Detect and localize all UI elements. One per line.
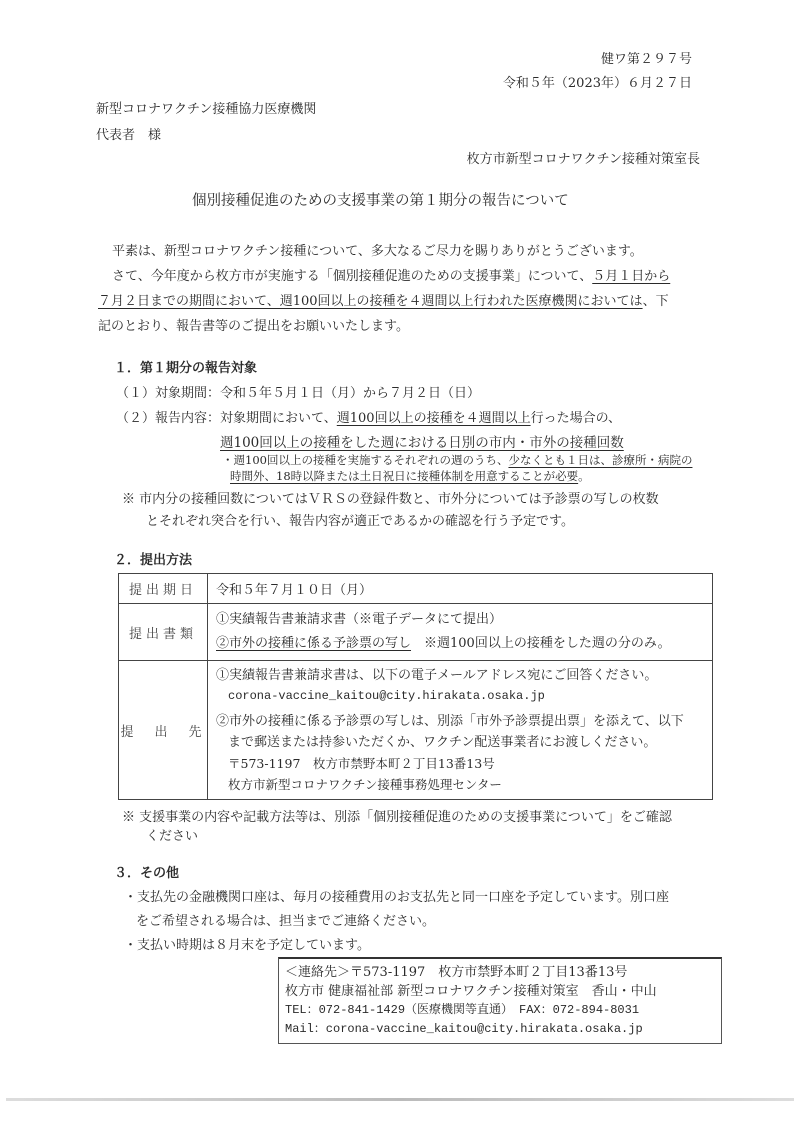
section-2-heading: ２．提出方法 — [114, 553, 193, 568]
destination-1: ①実績報告書兼請求書は、以下の電子メールアドレス宛にご回答ください。 — [216, 668, 658, 683]
report-content — [116, 407, 621, 426]
section-1-heading: １．第１期分の報告対象 — [114, 361, 258, 376]
contact-department: 枚方市 健康福祉部 新型コロナワクチン接種対策室 香山・中山 — [285, 984, 657, 999]
intro-line-3-tail: 、下 — [642, 294, 669, 309]
payment-timing: ・支払い時期は８月末を予定しています。 — [124, 938, 370, 953]
destination-label: 提 出 先 — [119, 661, 208, 800]
submission-table — [118, 573, 713, 800]
requirement-underlined-1: 少なくとも１日は、診療所・病院の — [508, 453, 693, 467]
requirement-bullet — [222, 452, 692, 484]
destination-address: 〒573-1197 枚方市禁野本町２丁目13番13号 — [228, 756, 495, 771]
table-row-deadline — [119, 574, 713, 604]
section-2-note-line-2: ください — [146, 829, 199, 844]
contact-phone-fax: TEL：072-841-1429（医療機関等直通） FAX：072-894-8031 — [285, 1003, 640, 1017]
section-1-note-line-1: ※ 市内分の接種回数についてはＶＲＳの登録件数と、市外分については予診票の写しの枚数 — [122, 492, 659, 507]
payment-account-line-2: をご希望される場合は、担当までご連絡ください。 — [136, 914, 436, 929]
document-2-note: ※週100回以上の接種をした週の分のみ。 — [411, 636, 671, 651]
document-2-title: ②市外の接種に係る予診票の写し — [216, 636, 412, 651]
report-content-prefix: （２）報告内容：対象期間において、 — [116, 411, 337, 426]
intro-line-2 — [112, 265, 670, 284]
report-content-condition: 週100回以上の接種を４週間以上 — [336, 411, 531, 426]
contact-email[interactable]: Mail：corona-vaccine_kaitou@city.hirakata.osaka.jp — [285, 1022, 643, 1036]
intro-line-2-text: さて、今年度から枚方市が実施する「個別接種促進のための支援事業」について、 — [112, 269, 593, 284]
contact-box — [278, 957, 722, 1044]
target-period: （１）対象期間：令和５年５月１日（月）から７月２日（日） — [116, 386, 481, 401]
requirement-end: 。 — [578, 469, 590, 483]
destination-email[interactable]: corona-vaccine_kaitou@city.hirakata.osaka.jp — [228, 689, 545, 703]
report-content-suffix: 行った場合の、 — [530, 411, 622, 426]
deadline-label: 提出期日 — [119, 574, 208, 604]
table-row-documents — [119, 604, 713, 661]
documents-label: 提出書類 — [119, 604, 208, 661]
sender: 枚方市新型コロナワクチン接種対策室長 — [466, 152, 700, 167]
recipient-title: 代表者 様 — [96, 128, 162, 143]
destination-2-line-1: ②市外の接種に係る予診票の写しは、別添「市外予診票提出票」を添えて、以下 — [216, 714, 684, 729]
payment-account-line-1: ・支払先の金融機関口座は、毎月の接種費用のお支払先と同一口座を予定しています。別口座 — [124, 890, 669, 905]
destination-value — [208, 661, 713, 800]
contact-address: ＜連絡先＞〒573-1197 枚方市禁野本町２丁目13番13号 — [285, 965, 628, 980]
section-1-note-line-2: とそれぞれ突合を行い、報告内容が適正であるかの確認を行う予定です。 — [146, 514, 574, 529]
report-content-detail: 週100回以上の接種をした週における日別の市内・市外の接種回数 — [220, 435, 624, 451]
recipient-organization: 新型コロナワクチン接種協力医療機関 — [96, 102, 317, 117]
requirement-underlined-2: 時間外、18時以降または土日祝日に接種体制を用意することが必要 — [230, 469, 579, 483]
intro-period-start: ５月１日から — [592, 269, 671, 284]
requirement-text: ・週100回以上の接種を実施するそれぞれの週のうち、 — [222, 453, 509, 467]
intro-line-4: 記のとおり、報告書等のご提出をお願いいたします。 — [98, 319, 409, 334]
document-title: 個別接種促進のための支援事業の第１期分の報告について — [192, 193, 569, 209]
deadline-value: 令和５年７月１０日（月） — [208, 574, 713, 604]
intro-condition: ７月２日までの期間において、週100回以上の接種を４週間以上行われた医療機関においては — [98, 294, 643, 309]
document-date: 令和５年（2023年）６月２７日 — [502, 76, 692, 91]
table-row-destination — [119, 661, 713, 800]
document-1: ①実績報告書兼請求書（※電子データにて提出） — [216, 612, 503, 627]
destination-2-line-2: まで郵送または持参いただくか、ワクチン配送事業者にお渡しください。 — [228, 735, 657, 750]
document-2 — [216, 632, 704, 656]
documents-value — [208, 604, 713, 661]
intro-line-3 — [98, 290, 669, 309]
section-2-note-line-1: ※ 支援事業の内容や記載方法等は、別添「個別接種促進のための支援事業について」をご確認 — [122, 810, 672, 825]
scan-edge-line — [6, 1098, 794, 1101]
section-3-heading: ３．その他 — [114, 866, 180, 881]
intro-greeting: 平素は、新型コロナワクチン接種について、多大なるご尽力を賜りありがとうございます。 — [112, 244, 643, 259]
destination-center: 枚方市新型コロナワクチン接種事務処理センター — [228, 777, 502, 792]
document-number: 健ワ第２９７号 — [600, 52, 692, 67]
